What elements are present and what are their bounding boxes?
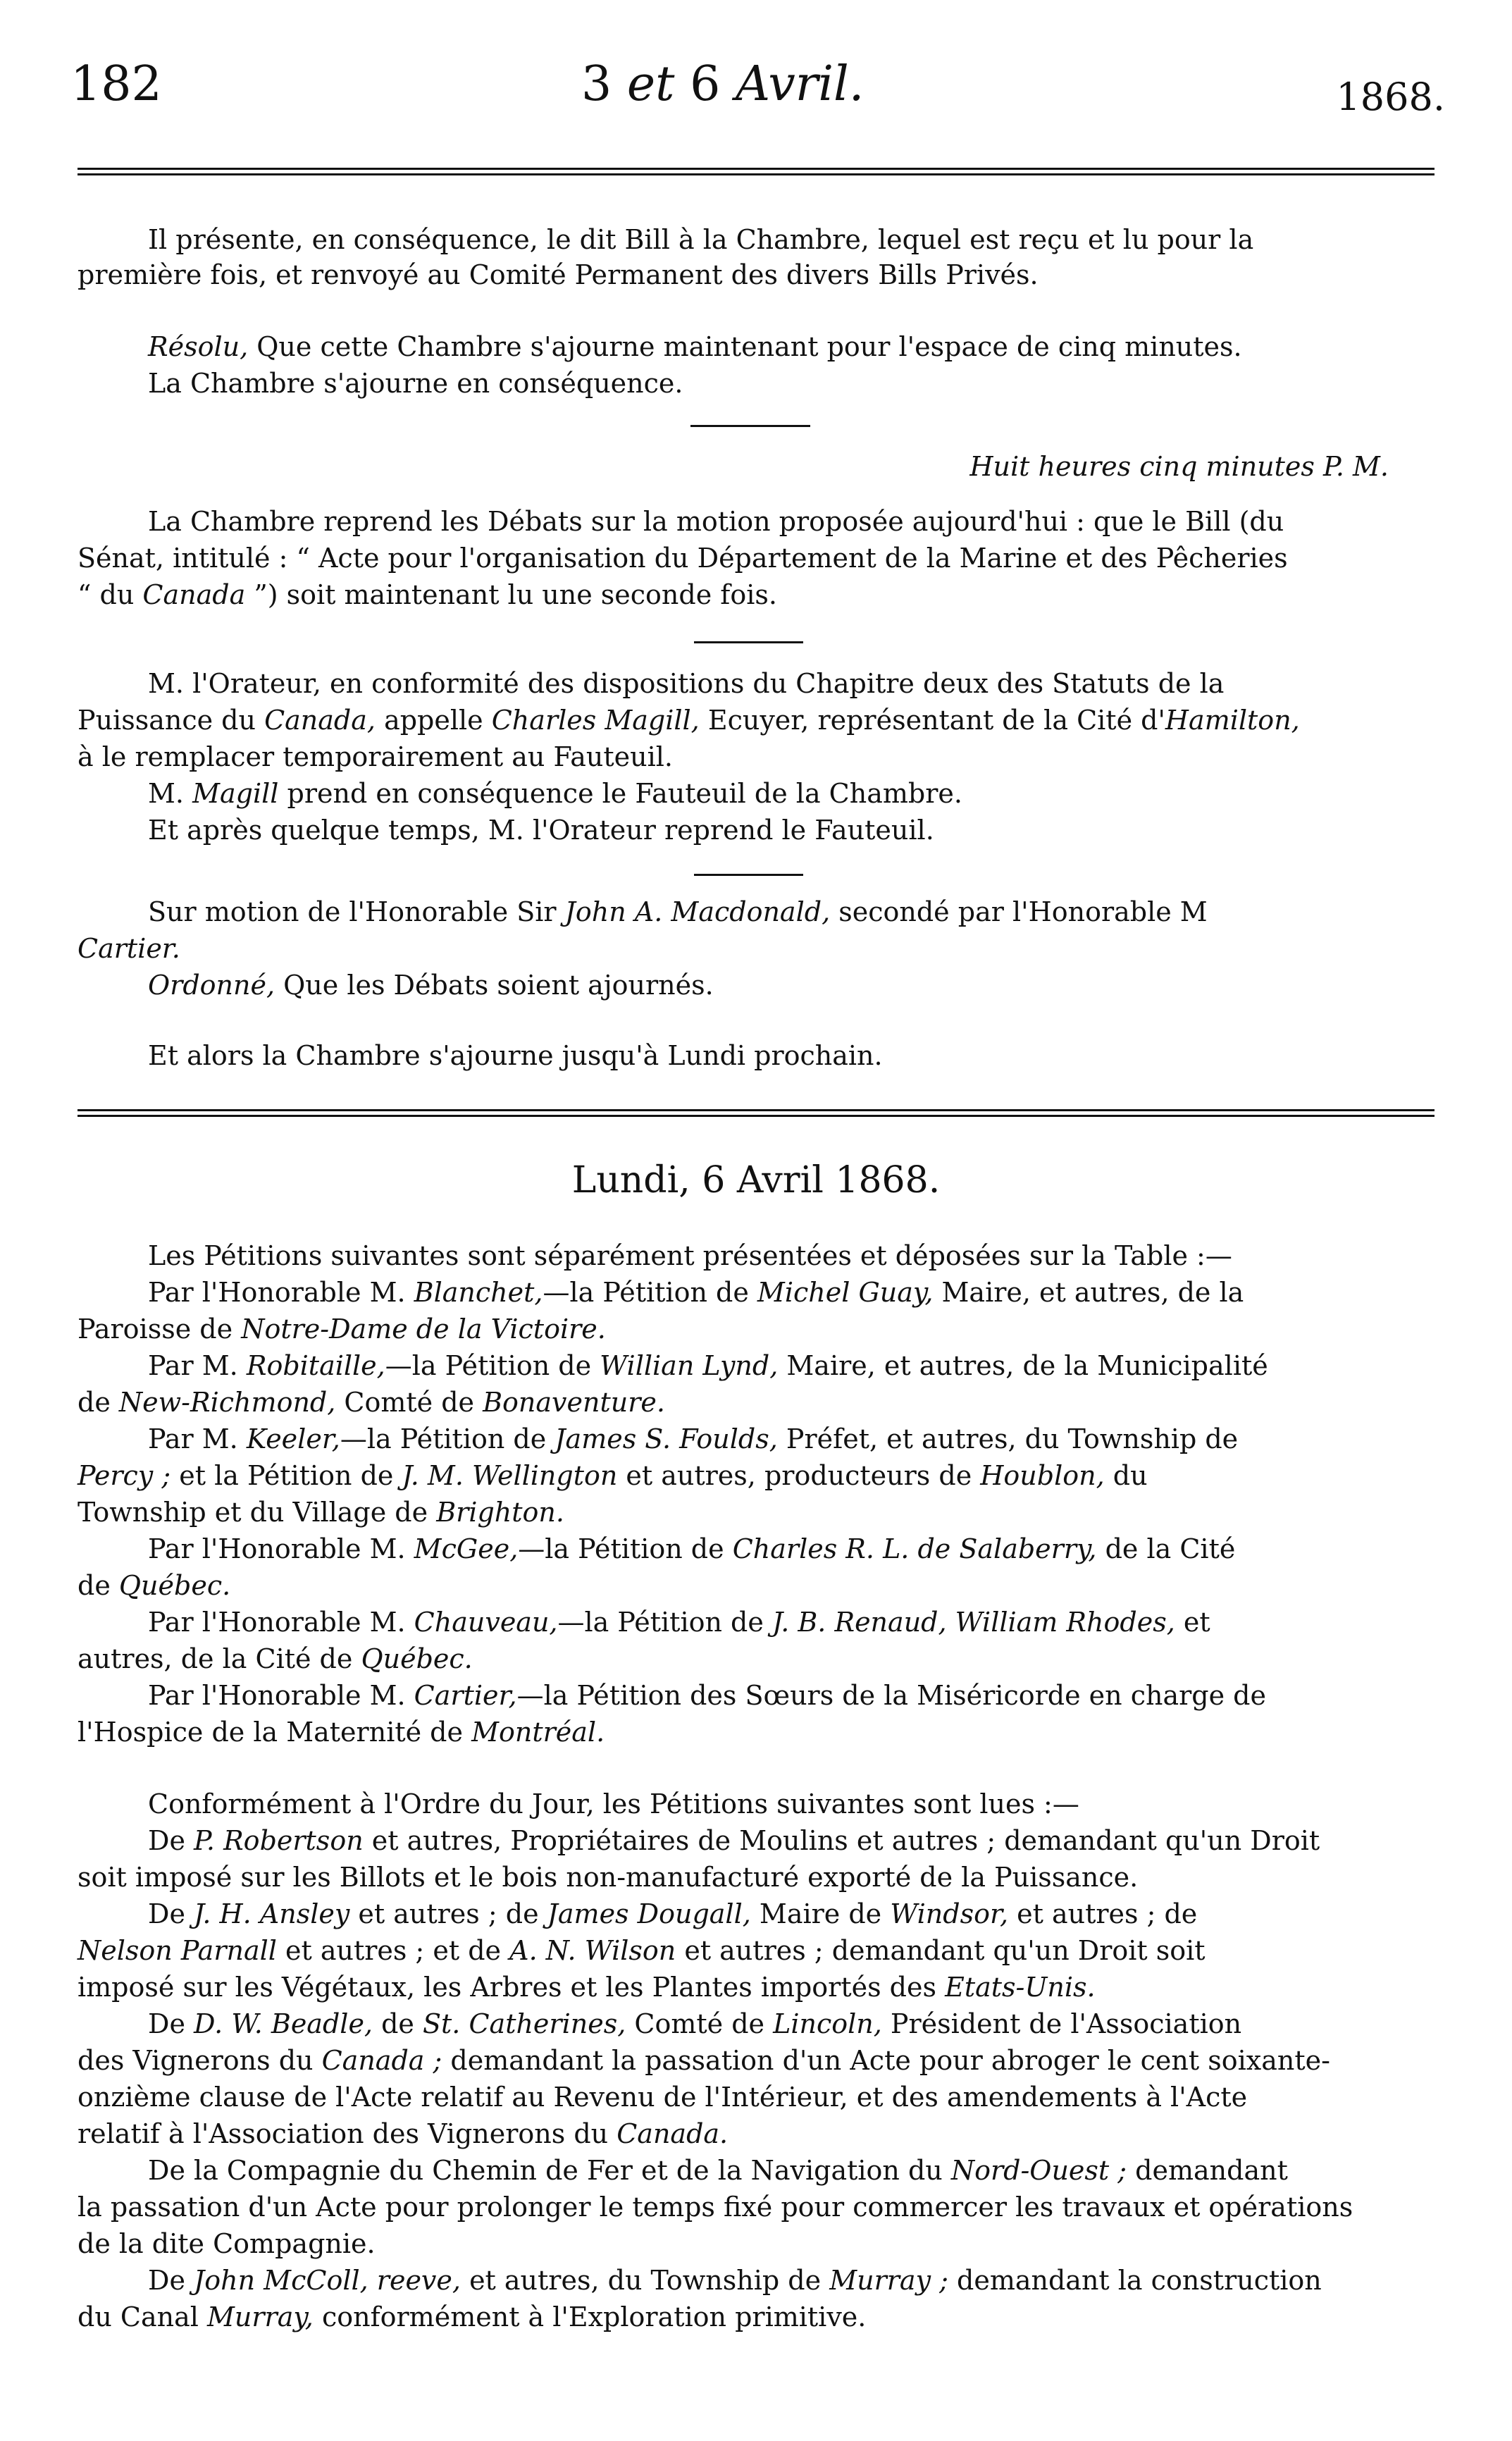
paragraph (78, 933, 1434, 964)
place-name: Brighton. (436, 1497, 564, 1528)
place-name: Murray, (206, 2301, 314, 2332)
person-name: Charles Magill, (491, 705, 700, 736)
separator (690, 425, 810, 427)
text-line: Par M. (148, 1423, 247, 1454)
read-petition (78, 1862, 1434, 1893)
text-line: La Chambre reprend les Débats sur la motion proposée aujourd'hui : que le Bill (du (148, 506, 1284, 537)
text-line: M. l'Orateur, en conformité des dispositions du Chapitre deux des Statuts de la (148, 668, 1225, 699)
ordonne-label: Ordonné, (148, 970, 275, 1001)
text-line: —la Pétition de (518, 1533, 733, 1564)
paragraph (78, 259, 1434, 290)
person-name: A. N. Wilson (509, 1935, 676, 1966)
paragraph (78, 1788, 1434, 1819)
text-line: autres, de la Cité de (78, 1643, 361, 1674)
text-line: De (148, 1825, 194, 1856)
read-petition (78, 2045, 1434, 2076)
read-petition (78, 1898, 1434, 1929)
text-line: M. (148, 778, 193, 809)
person-name: James S. Foulds, (554, 1423, 778, 1454)
header-rule-2 (78, 173, 1434, 175)
petition-entry (78, 1277, 1434, 1308)
section-rule-2 (78, 1115, 1434, 1117)
text-line: demandant (1127, 2155, 1288, 2186)
person-name: James Dougall, (547, 1898, 751, 1929)
paragraph (78, 543, 1434, 574)
place-name: Nord-Ouest ; (950, 2155, 1127, 2186)
person-name: Chauveau, (414, 1607, 558, 1638)
place-name: Windsor, (890, 1898, 1009, 1929)
text-line: demandant la passation d'un Acte pour abroger le cent soixante- (442, 2045, 1330, 2076)
place-name: Québec. (361, 1643, 473, 1674)
place-name: Notre-Dame de la Victoire. (241, 1314, 606, 1345)
time-note: Huit heures cinq minutes P. M. (969, 451, 1389, 482)
read-petition (78, 2265, 1434, 2296)
page-year: 1868. (1336, 75, 1445, 119)
person-name: J. M. Wellington (402, 1460, 618, 1491)
section-rule (78, 1109, 1434, 1111)
place-name: St. Catherines, (423, 2008, 626, 2039)
read-petition (78, 1935, 1434, 1966)
read-petition (78, 2008, 1434, 2039)
read-petition (78, 2082, 1434, 2113)
date-day2: 6 (690, 56, 721, 112)
text-line: Par M. (148, 1350, 247, 1381)
text-line: de la dite Compagnie. (78, 2228, 376, 2259)
text-line: Que les Débats soient ajournés. (275, 970, 714, 1001)
text-line: des Vignerons du (78, 2045, 322, 2076)
read-petition (78, 2155, 1434, 2186)
text-line: conformément à l'Exploration primitive. (313, 2301, 867, 2332)
text-line: Paroisse de (78, 1314, 242, 1345)
text-line: secondé par l'Honorable M (830, 896, 1208, 927)
text-line: la passation d'un Acte pour prolonger le temps fixé pour commercer les travaux et opérations (78, 2192, 1353, 2223)
text-line: première fois, et renvoyé au Comité Permanent des divers Bills Privés. (78, 259, 1039, 290)
paragraph (78, 1240, 1434, 1271)
petition-entry (78, 1350, 1434, 1381)
text-line: La Chambre s'ajourne en conséquence. (148, 368, 683, 399)
person-name: Nelson Parnall (78, 1935, 277, 1966)
text-line: de la Cité (1096, 1533, 1236, 1564)
petition-entry (78, 1607, 1434, 1638)
text-line: et autres ; demandant qu'un Droit soit (676, 1935, 1206, 1966)
text-line: Comté de (335, 1387, 483, 1418)
text-line: demandant la construction (948, 2265, 1322, 2296)
text-line: Comté de (626, 2008, 774, 2039)
page-date (581, 56, 864, 113)
date-et: et (626, 56, 675, 112)
text-line: De (148, 2265, 194, 2296)
person-name: J. H. Ansley (194, 1898, 350, 1929)
place-name: Montréal. (471, 1717, 605, 1748)
text-line: Et alors la Chambre s'ajourne jusqu'à Lundi prochain. (148, 1040, 883, 1071)
text-line: Par l'Honorable M. (148, 1680, 414, 1711)
text-line: —la Pétition des Sœurs de la Miséricorde en charge de (516, 1680, 1266, 1711)
text-line: prend en conséquence le Fauteuil de la Chambre. (278, 778, 962, 809)
person-name: Keeler, (246, 1423, 340, 1454)
person-name: Michel Guay, (757, 1277, 934, 1308)
page-number: 182 (70, 56, 162, 112)
text-line: ”) soit maintenant lu une seconde fois. (245, 579, 777, 610)
text-line: et autres ; de (1008, 1898, 1198, 1929)
person-name: McGee, (414, 1533, 519, 1564)
text-line: Les Pétitions suivantes sont séparément présentées et déposées sur la Table :— (148, 1240, 1232, 1271)
person-name: Blanchet, (414, 1277, 543, 1308)
place-name: Canada, (264, 705, 376, 736)
place-name: Bonaventure. (483, 1387, 665, 1418)
paragraph (78, 705, 1434, 736)
text-line: Conformément à l'Ordre du Jour, les Pétitions suivantes sont lues :— (148, 1788, 1079, 1819)
person-name: Willian Lynd, (600, 1350, 779, 1381)
paragraph (78, 506, 1434, 537)
place-name: Canada (142, 579, 246, 610)
petition-entry (78, 1533, 1434, 1564)
person-name: Charles R. L. de Salaberry, (732, 1533, 1097, 1564)
read-petition (78, 2192, 1434, 2223)
petition-entry (78, 1460, 1434, 1491)
paragraph (78, 368, 1434, 399)
text-line: —la Pétition de (543, 1277, 757, 1308)
text-line: et autres, producteurs de (617, 1460, 981, 1491)
text-line: —la Pétition de (340, 1423, 555, 1454)
petition-entry (78, 1680, 1434, 1711)
paragraph (78, 741, 1434, 772)
text-line: appelle (375, 705, 492, 736)
person-name: Cartier. (78, 933, 180, 964)
text-line: du Canal (78, 2301, 207, 2332)
text-line: Par l'Honorable M. (148, 1533, 414, 1564)
text-line: —la Pétition de (557, 1607, 772, 1638)
paragraph (78, 896, 1434, 927)
paragraph-ordonne (78, 970, 1434, 1001)
text-line: soit imposé sur les Billots et le bois non-manufacturé exporté de la Puissance. (78, 1862, 1139, 1893)
paragraph (78, 1040, 1434, 1071)
separator (694, 641, 803, 643)
resolu-label: Résolu, (148, 331, 249, 362)
text-line: De (148, 2008, 194, 2039)
place-name: Lincoln, (773, 2008, 882, 2039)
term: Houblon, (980, 1460, 1105, 1491)
text-line: imposé sur les Végétaux, les Arbres et les Plantes importés des (78, 1972, 946, 2003)
text-line: de (78, 1570, 119, 1601)
person-name: Robitaille, (246, 1350, 385, 1381)
separator (694, 874, 803, 876)
text-line: Maire de (750, 1898, 891, 1929)
text-line: et autres ; et de (276, 1935, 510, 1966)
text-line: Sur motion de l'Honorable Sir (148, 896, 565, 927)
petition-entry (78, 1387, 1434, 1418)
read-petition (78, 2301, 1434, 2332)
person-name: Magill (192, 778, 279, 809)
date-month: Avril. (735, 56, 865, 112)
text-line: relatif à l'Association des Vignerons du (78, 2118, 617, 2149)
petition-entry (78, 1717, 1434, 1748)
text-line: de (373, 2008, 423, 2039)
paragraph (78, 579, 1434, 610)
text-line: et autres ; de (349, 1898, 547, 1929)
paragraph (78, 668, 1434, 699)
petition-entry (78, 1423, 1434, 1454)
place-name: Etats-Unis. (945, 1972, 1096, 2003)
paragraph (78, 778, 1434, 809)
text-line: De la Compagnie du Chemin de Fer et de la Navigation du (148, 2155, 951, 2186)
text-line: De (148, 1898, 194, 1929)
place-name: Québec. (118, 1570, 231, 1601)
text-line: “ du (78, 579, 143, 610)
text-line: à le remplacer temporairement au Fauteuil. (78, 741, 673, 772)
place-name: Canada ; (321, 2045, 442, 2076)
text-line: Maire, et autres, de la Municipalité (778, 1350, 1268, 1381)
date-day: 3 (581, 56, 612, 112)
place-name: Percy ; (78, 1460, 171, 1491)
person-name: John McColl, reeve, (194, 2265, 461, 2296)
text-line: Maire, et autres, de la (933, 1277, 1244, 1308)
text-line: et autres, Propriétaires de Moulins et autres ; demandant qu'un Droit (363, 1825, 1320, 1856)
section-title: Lundi, 6 Avril 1868. (571, 1159, 941, 1201)
text-line: Et après quelque temps, M. l'Orateur reprend le Fauteuil. (148, 815, 934, 846)
person-name: John A. Macdonald, (564, 896, 831, 927)
header-rule (78, 168, 1434, 170)
text-line: Township et du Village de (78, 1497, 437, 1528)
text-line: —la Pétition de (385, 1350, 600, 1381)
text-line: Que cette Chambre s'ajourne maintenant pour l'espace de cinq minutes. (248, 331, 1242, 362)
paragraph-resolu (78, 331, 1434, 362)
petition-entry (78, 1497, 1434, 1528)
text-line: et la Pétition de (171, 1460, 402, 1491)
text-line: Président de l'Association (881, 2008, 1242, 2039)
person-name: D. W. Beadle, (194, 2008, 373, 2039)
text-line: et (1175, 1607, 1210, 1638)
text-line: Sénat, intitulé : “ Acte pour l'organisation du Département de la Marine et des Pêcheries (78, 543, 1288, 574)
paragraph (78, 815, 1434, 846)
petition-entry (78, 1570, 1434, 1601)
text-line: Ecuyer, représentant de la Cité d' (699, 705, 1165, 736)
paragraph (78, 224, 1434, 255)
place-name: Hamilton, (1165, 705, 1300, 736)
text-line: Il présente, en conséquence, le dit Bill à la Chambre, lequel est reçu et lu pour la (148, 224, 1254, 255)
text-line: de (78, 1387, 119, 1418)
text-line: et autres, du Township de (460, 2265, 830, 2296)
person-name: Cartier, (414, 1680, 517, 1711)
place-name: Canada. (616, 2118, 729, 2149)
read-petition (78, 1825, 1434, 1856)
place-name: Murray ; (829, 2265, 948, 2296)
petition-entry (78, 1643, 1434, 1674)
read-petition (78, 2118, 1434, 2149)
text-line: Préfet, et autres, du Township de (777, 1423, 1239, 1454)
text-line: Par l'Honorable M. (148, 1277, 414, 1308)
person-name: J. B. Renaud, William Rhodes, (772, 1607, 1175, 1638)
text-line: l'Hospice de la Maternité de (78, 1717, 472, 1748)
petition-entry (78, 1314, 1434, 1345)
text-line: du (1104, 1460, 1148, 1491)
place-name: New-Richmond, (118, 1387, 336, 1418)
read-petition (78, 2228, 1434, 2259)
person-name: P. Robertson (194, 1825, 364, 1856)
text-line: onzième clause de l'Acte relatif au Revenu de l'Intérieur, et des amendements à l'Acte (78, 2082, 1248, 2113)
text-line: Par l'Honorable M. (148, 1607, 414, 1638)
text-line: Puissance du (78, 705, 265, 736)
read-petition (78, 1972, 1434, 2003)
